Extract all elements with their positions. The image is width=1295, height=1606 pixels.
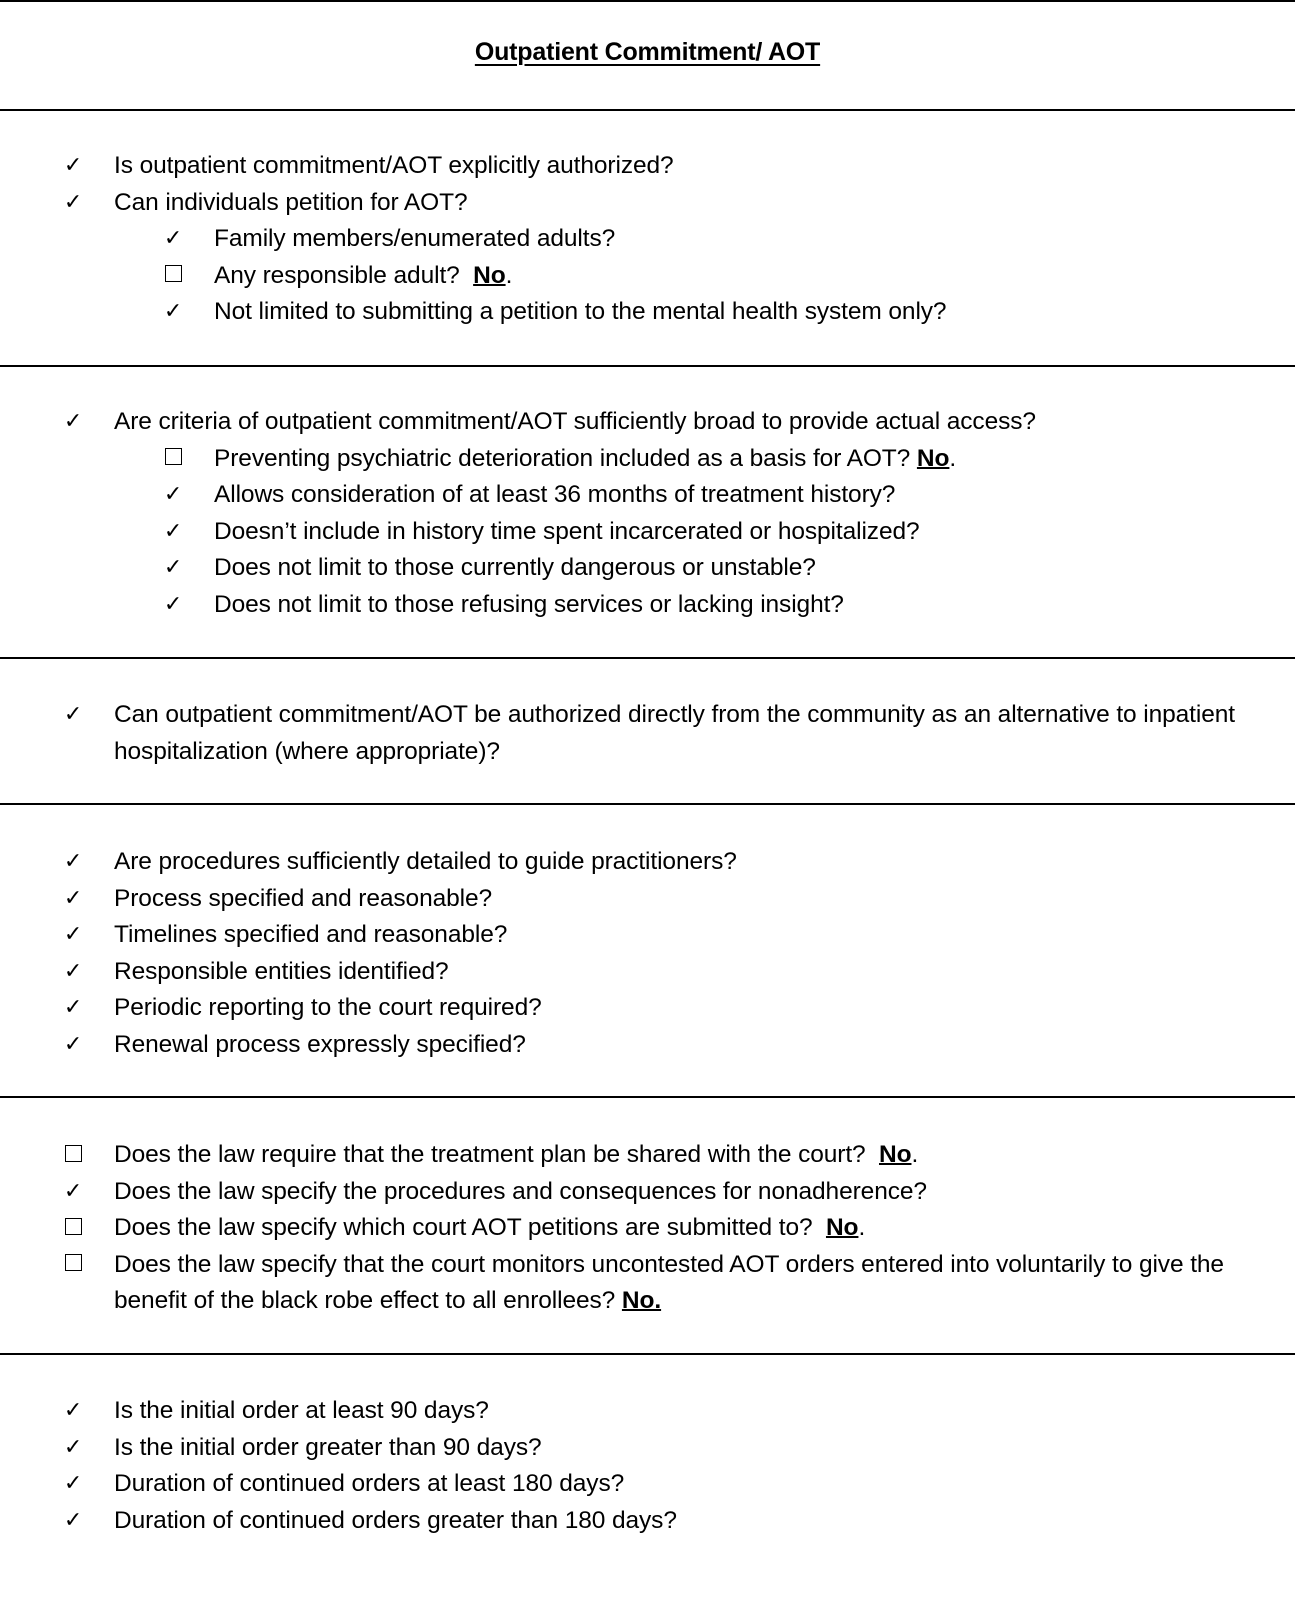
answer-suffix: . (949, 444, 957, 472)
checklist-item-text (214, 441, 1295, 478)
checklist-item (0, 1247, 1295, 1320)
question-text: Does the law specify that the court monitors uncontested AOT orders entered into voluntarily to give the benefit of the black robe effect to all enrollees? (114, 1250, 1231, 1315)
checkmark-icon: ✓ (63, 1471, 83, 1497)
checklist-item-text (114, 917, 1295, 954)
checklist-item-text (114, 697, 1264, 770)
question-text: Allows consideration of at least 36 months of treatment history? (214, 481, 896, 509)
checklist-item-text (214, 258, 1295, 295)
checklist-item (0, 148, 1295, 185)
answer-label: No (879, 1141, 912, 1168)
question-text: Preventing psychiatric deterioration included as a basis for AOT? (214, 444, 917, 472)
question-text: Periodic reporting to the court required? (114, 994, 542, 1022)
empty-checkbox-icon (158, 258, 188, 295)
checklist-item (0, 258, 1295, 295)
empty-checkbox-icon (58, 1247, 88, 1284)
section-procedures (0, 844, 1295, 1064)
top-border (0, 0, 1295, 2)
answer-label: No (916, 444, 950, 472)
question-text: Any responsible adult? (214, 261, 474, 289)
checklist-item (0, 1210, 1295, 1247)
checklist-item-text (114, 1503, 1295, 1540)
checklist-item-text (214, 221, 1295, 258)
question-text: Duration of continued orders greater than 180 days? (114, 1506, 677, 1534)
checkmark-icon: ✓ (63, 1178, 83, 1204)
checklist-item (0, 1137, 1295, 1174)
checkmark-icon: ✓ (63, 1398, 83, 1423)
checklist-item (0, 185, 1295, 222)
question-text: Can outpatient commitment/AOT be authorized directly from the community as an alternative to inpatient hospitalization (where appropriate)? (114, 701, 1242, 765)
question-text: Duration of continued orders at least 180 days? (114, 1470, 625, 1498)
checklist-item-text (114, 404, 1295, 441)
question-text: Can individuals petition for AOT? (114, 188, 468, 216)
checkmark-icon: ✓ (63, 153, 83, 178)
checkmark-icon: ✓ (63, 958, 83, 984)
answer-suffix: . (911, 1141, 919, 1168)
checklist-item (0, 1430, 1295, 1467)
checklist-item (0, 221, 1295, 258)
checkmark-icon: ✓ (163, 482, 183, 508)
question-text: Is outpatient commitment/AOT explicitly authorized? (114, 152, 674, 179)
checklist-item (0, 844, 1295, 881)
checklist-item-text (114, 148, 1295, 185)
checklist-item (0, 954, 1295, 991)
checklist-item (0, 697, 1295, 770)
question-text: Are criteria of outpatient commitment/AOT sufficiently broad to provide actual access? (114, 408, 1036, 435)
checklist-item-text (114, 954, 1295, 991)
checkmark-icon: ✓ (63, 189, 83, 215)
checklist-item (0, 990, 1295, 1027)
question-text: Does the law specify which court AOT petitions are submitted to? (114, 1214, 826, 1242)
question-text: Does not limit to those currently dangerous or unstable? (214, 554, 816, 582)
answer-suffix: . (858, 1214, 866, 1242)
checkmark-icon: ✓ (163, 591, 183, 617)
question-text: Renewal process expressly specified? (114, 1030, 526, 1058)
checklist-item (0, 1027, 1295, 1064)
checklist-item (0, 294, 1295, 331)
checklist-item-text (114, 1466, 1295, 1503)
checklist-item-text (214, 550, 1295, 587)
page-title: Outpatient Commitment/ AOT (474, 38, 821, 66)
question-text: Doesn’t include in history time spent incarcerated or hospitalized? (214, 517, 920, 545)
question-text: Timelines specified and reasonable? (114, 921, 508, 949)
answer-label: No (825, 1214, 859, 1242)
section-petition (0, 148, 1295, 331)
checklist-item (0, 587, 1295, 624)
checklist-item (0, 1503, 1295, 1540)
question-text: Not limited to submitting a petition to the mental health system only? (214, 298, 947, 326)
answer-label: No (473, 261, 506, 289)
question-text: Is the initial order at least 90 days? (114, 1397, 489, 1424)
checklist-item-text (114, 1393, 1295, 1430)
checklist-item-text (214, 294, 1295, 331)
empty-checkbox-icon (58, 1137, 88, 1174)
checkmark-icon: ✓ (63, 1031, 83, 1057)
checkmark-icon: ✓ (63, 702, 83, 727)
question-text: Family members/enumerated adults? (214, 225, 616, 253)
checklist-item (0, 917, 1295, 954)
divider (0, 1096, 1295, 1098)
checklist-item (0, 441, 1295, 478)
checklist-item-text (114, 1174, 1295, 1211)
checklist-item-text (114, 185, 1295, 222)
section-criteria (0, 404, 1295, 624)
divider (0, 109, 1295, 111)
checklist-item-text (214, 587, 1295, 624)
checkmark-icon: ✓ (163, 555, 183, 581)
checkmark-icon: ✓ (163, 299, 183, 325)
empty-checkbox-icon (58, 1210, 88, 1247)
divider (0, 803, 1295, 805)
question-text: Is the initial order greater than 90 days? (114, 1433, 542, 1461)
question-text: Process specified and reasonable? (114, 884, 493, 912)
checklist-item (0, 550, 1295, 587)
empty-checkbox-icon (158, 441, 188, 478)
checklist-item-text (214, 514, 1295, 551)
checklist-item (0, 1466, 1295, 1503)
section-community (0, 697, 1295, 770)
checklist-item-text (114, 1027, 1295, 1064)
checklist-item-text (214, 477, 1295, 514)
checklist-item (0, 477, 1295, 514)
checkmark-icon: ✓ (63, 885, 83, 911)
divider (0, 365, 1295, 367)
checklist-item-text (114, 844, 1295, 881)
answer-suffix: . (505, 261, 513, 289)
question-text: Does the law specify the procedures and consequences for nonadherence? (114, 1177, 927, 1205)
divider (0, 657, 1295, 659)
question-text: Responsible entities identified? (114, 957, 449, 985)
checklist-item (0, 1174, 1295, 1211)
checklist-item (0, 404, 1295, 441)
checklist-item-text (114, 1430, 1295, 1467)
checklist-item (0, 1393, 1295, 1430)
checklist-item-text (114, 990, 1295, 1027)
checklist-item-text (114, 1210, 1295, 1247)
checklist-item-text (114, 1137, 1295, 1174)
checklist-item (0, 514, 1295, 551)
section-court (0, 1137, 1295, 1320)
checkmark-icon: ✓ (63, 849, 83, 874)
checklist-item-text (114, 881, 1295, 918)
checkmark-icon: ✓ (63, 1434, 83, 1460)
checkmark-icon: ✓ (63, 409, 83, 434)
checkmark-icon: ✓ (63, 995, 83, 1021)
checklist-item-text (114, 1247, 1264, 1320)
checklist-item (0, 881, 1295, 918)
section-duration (0, 1393, 1295, 1539)
question-text: Are procedures sufficiently detailed to guide practitioners? (114, 848, 737, 875)
divider (0, 1353, 1295, 1355)
checkmark-icon: ✓ (63, 922, 83, 948)
answer-label: No. (621, 1287, 662, 1315)
checkmark-icon: ✓ (163, 226, 183, 252)
question-text: Does the law require that the treatment plan be shared with the court? (114, 1141, 879, 1168)
checkmark-icon: ✓ (163, 518, 183, 544)
question-text: Does not limit to those refusing services or lacking insight? (214, 590, 844, 618)
checkmark-icon: ✓ (63, 1507, 83, 1533)
